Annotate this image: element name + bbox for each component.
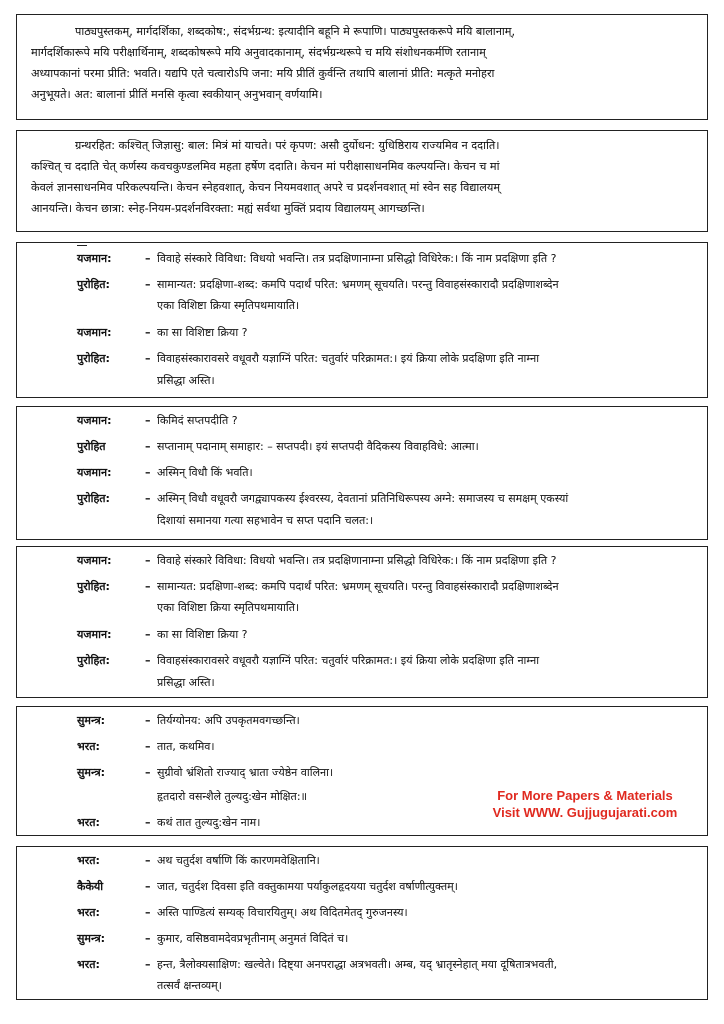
paragraph-line: कश्चित् च ददाति चेत् कर्णस्य कवचकुण्डलमिव महता हर्षेण ददाति। केचन मां परीक्षासाधनमिव कल्पयन्ति। केचन च मां xyxy=(31,160,500,173)
dash: – xyxy=(145,880,151,893)
speaker-label: सुमन्त्र: xyxy=(77,714,106,727)
dialogue-box-7 xyxy=(16,846,708,1000)
paragraph-line: ग्रन्थरहित: कश्चित् जिज्ञासु: बाल: मित्रं मां याचते। परं कृपण: असौ दुर्योधन: युधिष्ठिराय राज्यमिव न ददाति। xyxy=(75,139,500,152)
dialogue-box-6 xyxy=(16,706,708,836)
dialogue-text: अस्मिन् विधौ किं भवति। xyxy=(157,466,253,479)
promo-line-2[interactable]: Visit WWW. Gujjugujarati.com xyxy=(492,805,678,820)
speaker-label: यजमान: xyxy=(77,414,112,427)
dash: – xyxy=(145,352,151,365)
speaker-label: यजमान: xyxy=(77,466,112,479)
paragraph-line: अध्यापकानां परमा प्रीति: भवति। यद्यपि एते चत्वारोऽपि जना: मयि प्रीतिं कुर्वन्ति तथापि बालानां प्रीति: मत्कृते मनोहरा xyxy=(31,67,495,80)
dash: – xyxy=(145,554,151,567)
promo-text[interactable] xyxy=(485,787,685,821)
dialogue-text: का सा विशिष्टा क्रिया ? xyxy=(157,326,248,339)
speaker-label: यजमान: xyxy=(77,326,112,339)
dialogue-text: हन्त, त्रैलोक्यसाक्षिण: खल्वेते। दिष्ट्या अनपराद्धा अत्रभवती। अम्ब, यद् भ्रातृस्नेहात् मया दूषितात्रभवती, xyxy=(157,958,558,971)
dash: – xyxy=(145,580,151,593)
dialogue-text: कुमार, वसिष्ठवामदेवप्रभृतीनाम् अनुमतं विदितं च। xyxy=(157,932,349,945)
dialogue-text: सुग्रीवो भ्रंशितो राज्याद् भ्राता ज्येष्ठेन वालिना। xyxy=(157,766,334,779)
dash: – xyxy=(145,466,151,479)
speaker-label: भरत: xyxy=(77,816,100,829)
speaker-label: यजमान: xyxy=(77,554,112,567)
dialogue-text: एका विशिष्टा क्रिया स्मृतिपथमायाति। xyxy=(157,299,300,312)
dialogue-text: सप्तानाम् पदानाम् समाहार: – सप्तपदी। इयं सप्तपदी वैदिकस्य विवाहविधे: आत्मा। xyxy=(157,440,479,453)
speaker-label: कैकेयी xyxy=(77,880,104,893)
paragraph-line: पाठ्यपुस्तकम्, मार्गदर्शिका, शब्दकोष:, संदर्भग्रन्थ: इत्यादीनि बहूनि मे रूपाणि। पाठ्यपुस्तकरूपे मयि बालानाम्, xyxy=(75,25,516,38)
speaker-label: भरत: xyxy=(77,906,100,919)
dash: – xyxy=(145,628,151,641)
dialogue-text: हृतदारो वसन्शैले तुल्यदु:खेन मोक्षित:॥ xyxy=(157,790,308,803)
speaker-label: यजमान: xyxy=(77,252,112,265)
promo-line-1[interactable]: For More Papers & Materials xyxy=(497,788,673,803)
speaker-label: पुरोहित: xyxy=(77,352,110,365)
dash: – xyxy=(145,958,151,971)
speaker-label: यजमान: xyxy=(77,628,112,641)
dash: – xyxy=(145,816,151,829)
paragraph-box-2 xyxy=(16,130,708,232)
paragraph-line: अनुभूयते। अत: बालानां प्रीतिं मनसि कृत्वा स्वकीयान् अनुभवान् वर्णयामि। xyxy=(31,88,323,101)
speaker-label: पुरोहित: xyxy=(77,492,110,505)
paragraph-box-1 xyxy=(16,14,708,120)
speaker-label: पुरोहित: xyxy=(77,654,110,667)
dialogue-box-3 xyxy=(16,242,708,398)
dialogue-text: कथं तात तुल्यदु:खेन नाम। xyxy=(157,816,261,829)
dash: – xyxy=(145,278,151,291)
dialogue-text: प्रसिद्धा अस्ति। xyxy=(157,676,215,689)
dialogue-box-4 xyxy=(16,406,708,540)
dialogue-text: अस्मिन् विधौ वधूवरौ जगद्व्यापकस्य ईश्वरस्य, देवतानां प्रतिनिधिरूपस्य अग्ने: समाजस्य च समक्षम् एकस्यां xyxy=(157,492,569,505)
dash: – xyxy=(145,854,151,867)
dialogue-text: तिर्यग्योनय: अपि उपकृतमवगच्छन्ति। xyxy=(157,714,300,727)
dialogue-text: अथ चतुर्दश वर्षाणि किं कारणमवेक्षितानि। xyxy=(157,854,320,867)
dialogue-text: किमिदं सप्तपदीति ? xyxy=(157,414,238,427)
speaker-label: भरत: xyxy=(77,740,100,753)
dialogue-text: अस्ति पाण्डित्यं सम्यक् विचारयितुम्। अथ विदितमेतद् गुरुजनस्य। xyxy=(157,906,408,919)
paragraph-line: मार्गदर्शिकारूपे मयि परीक्षार्थिनाम्, शब्दकोषरूपे मयि अनुवादकानाम्, संदर्भग्रन्थरूपे च मयि संशोधनकर्मणि रतानाम् xyxy=(31,46,486,59)
dash: – xyxy=(145,440,151,453)
dash: – xyxy=(145,326,151,339)
dash: – xyxy=(145,414,151,427)
speaker-label: पुरोहित: xyxy=(77,580,110,593)
dash: – xyxy=(145,766,151,779)
divider xyxy=(77,245,87,246)
dialogue-text: का सा विशिष्टा क्रिया ? xyxy=(157,628,248,641)
dialogue-text: विवाहे संस्कारे विविधा: विधयो भवन्ति। तत्र प्रदक्षिणानाम्ना प्रसिद्धो विधिरेक:। किं नाम प्रदक्षिणा इति ? xyxy=(157,252,557,265)
speaker-label: सुमन्त्र: xyxy=(77,932,106,945)
dialogue-text: विवाहे संस्कारे विविधा: विधयो भवन्ति। तत्र प्रदक्षिणानाम्ना प्रसिद्धो विधिरेक:। किं नाम प्रदक्षिणा इति ? xyxy=(157,554,557,567)
dialogue-text: दिशायां समानया गत्या सहभावेन च सप्त पदानि चलत:। xyxy=(157,514,374,527)
dash: – xyxy=(145,740,151,753)
dialogue-text: तत्सर्वं क्षन्तव्यम्। xyxy=(157,979,222,992)
paragraph-line: आनयन्ति। केचन छात्रा: स्नेह-नियम-प्रदर्शनविरक्ता: मह्यं सर्वथा मुक्तिं प्रदाय विद्यालयम् आगच्छन्ति। xyxy=(31,202,425,215)
speaker-label: सुमन्त्र: xyxy=(77,766,106,779)
dialogue-text: तात, कथमिव। xyxy=(157,740,215,753)
dash: – xyxy=(145,492,151,505)
dialogue-text: प्रसिद्धा अस्ति। xyxy=(157,374,215,387)
dialogue-text: जात, चतुर्दश दिवसा इति वक्तुकामया पर्याकुलहृदयया चतुर्दश वर्षाणीत्युक्तम्। xyxy=(157,880,458,893)
dash: – xyxy=(145,906,151,919)
speaker-label: भरत: xyxy=(77,958,100,971)
paragraph-line: केवलं ज्ञानसाधनमिव परिकल्पयन्ति। केचन स्नेहवशात्, केचन नियमवशात् अपरे च प्रदर्शनवशात् मां स्वेन सह विद्यालयम् xyxy=(31,181,501,194)
dash: – xyxy=(145,654,151,667)
speaker-label: पुरोहित: xyxy=(77,278,110,291)
dialogue-text: सामान्यत: प्रदक्षिणा-शब्द: कमपि पदार्थं परित: भ्रमणम् सूचयति। परन्तु विवाहसंस्कारादौ प्रदक्षिणाशब्देन xyxy=(157,278,559,291)
dash: – xyxy=(145,252,151,265)
dash: – xyxy=(145,714,151,727)
speaker-label: भरत: xyxy=(77,854,100,867)
dialogue-box-5 xyxy=(16,546,708,698)
dash: – xyxy=(145,932,151,945)
dialogue-text: एका विशिष्टा क्रिया स्मृतिपथमायाति। xyxy=(157,601,300,614)
speaker-label: पुरोहित xyxy=(77,440,106,453)
dialogue-text: सामान्यत: प्रदक्षिणा-शब्द: कमपि पदार्थं परित: भ्रमणम् सूचयति। परन्तु विवाहसंस्कारादौ प्रदक्षिणाशब्देन xyxy=(157,580,559,593)
dialogue-text: विवाहसंस्कारावसरे वधूवरौ यज्ञाग्निं परित: चतुर्वारं परिक्रामत:। इयं क्रिया लोके प्रदक्षिणा इति नाम्ना xyxy=(157,654,540,667)
dialogue-text: विवाहसंस्कारावसरे वधूवरौ यज्ञाग्निं परित: चतुर्वारं परिक्रामत:। इयं क्रिया लोके प्रदक्षिणा इति नाम्ना xyxy=(157,352,540,365)
